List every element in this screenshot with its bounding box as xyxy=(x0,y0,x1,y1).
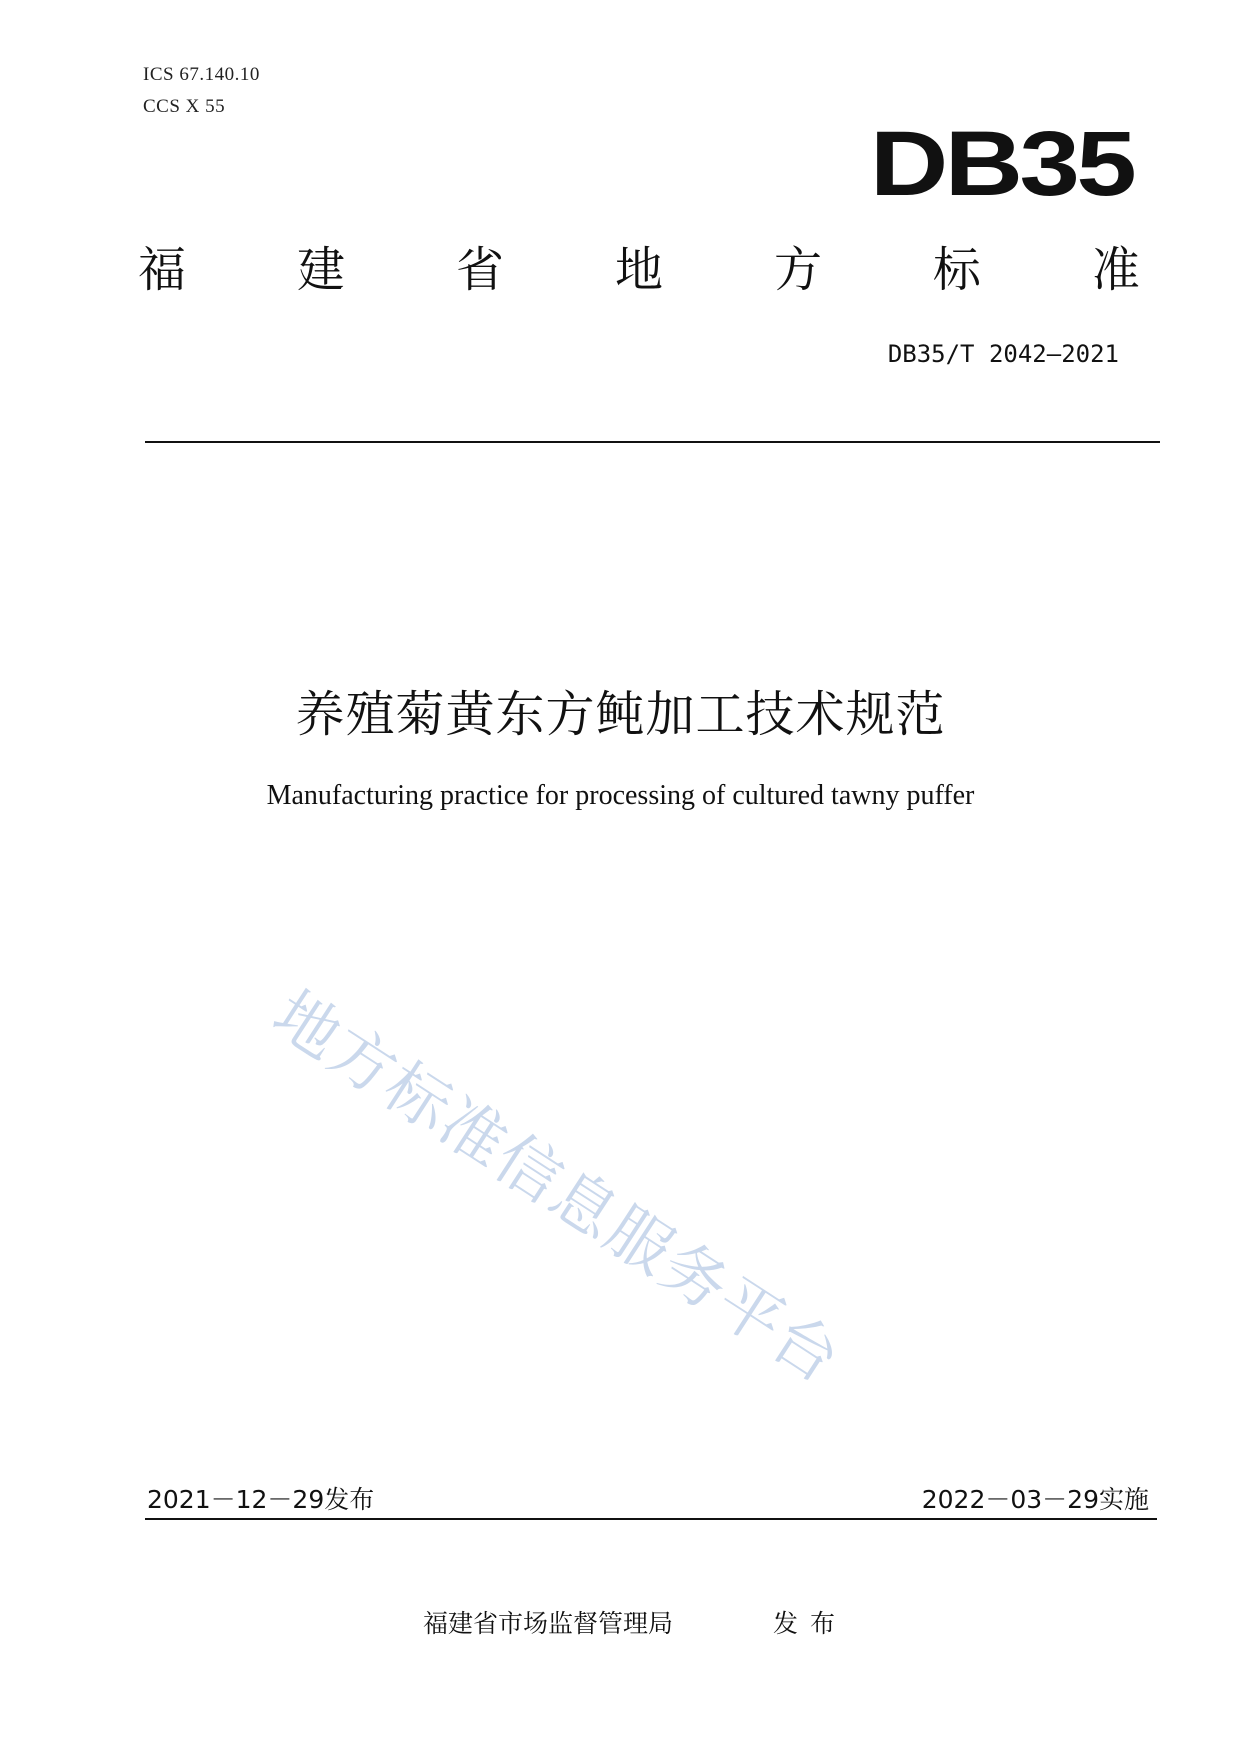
standard-type-char: 标 xyxy=(932,242,981,298)
standard-type-heading xyxy=(138,242,1140,298)
standard-type-char: 福 xyxy=(138,242,187,298)
watermark: 地方标准信息服务平台 xyxy=(259,977,854,1399)
db35-logo: DB35 xyxy=(869,113,1133,215)
standard-number: DB35/T 2042—2021 xyxy=(887,340,1119,368)
header-divider xyxy=(145,441,1160,443)
title-english: Manufacturing practice for processing of cultured tawny puffer xyxy=(266,780,975,811)
standard-type-char: 地 xyxy=(614,242,663,298)
publisher-name: 福建省市场监督管理局 xyxy=(423,1609,674,1638)
ics-code: ICS 67.140.10 xyxy=(143,64,260,85)
standard-type-char: 建 xyxy=(296,242,345,298)
ccs-code: CCS X 55 xyxy=(143,96,226,117)
title-chinese: 养殖菊黄东方鲀加工技术规范 xyxy=(295,686,946,743)
standard-type-char: 准 xyxy=(1091,242,1140,298)
standard-type-char: 省 xyxy=(455,242,504,298)
footer-divider xyxy=(145,1518,1157,1520)
publish-verb: 发布 xyxy=(773,1609,848,1638)
implementation-date: 2022－03－29实施 xyxy=(921,1485,1149,1514)
issue-date: 2021－12－29发布 xyxy=(147,1485,375,1514)
standard-type-char: 方 xyxy=(773,242,822,298)
